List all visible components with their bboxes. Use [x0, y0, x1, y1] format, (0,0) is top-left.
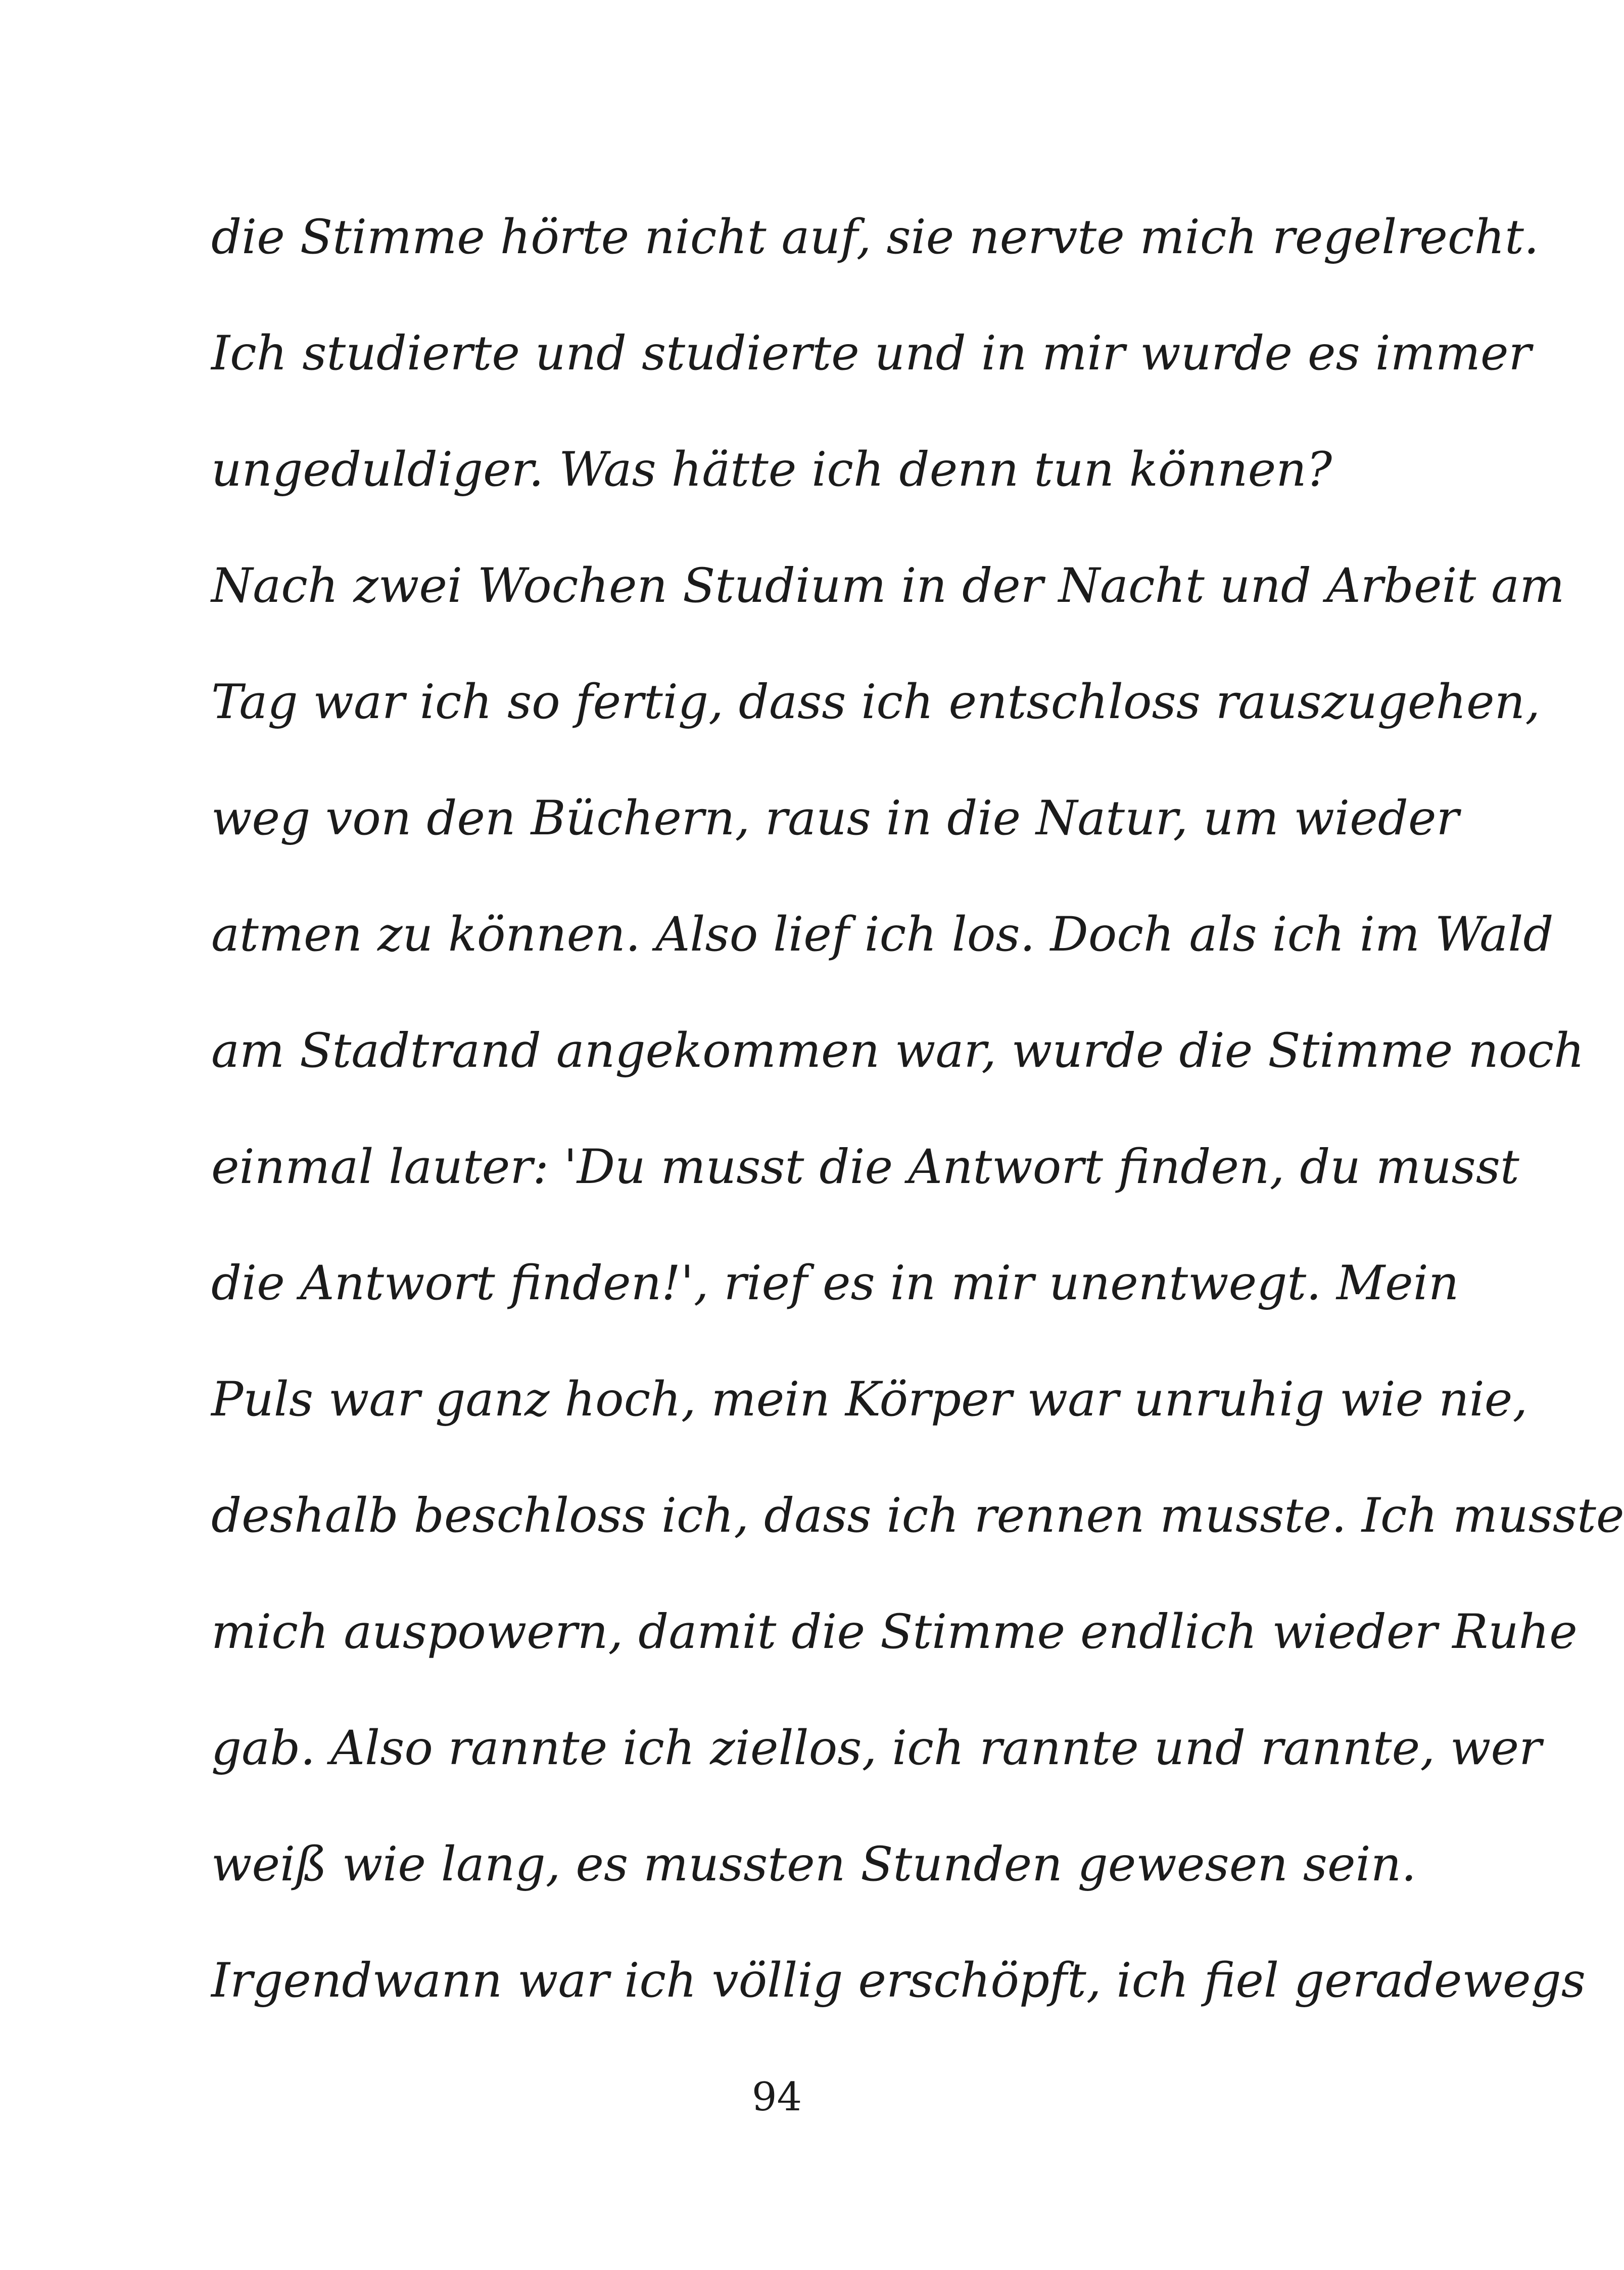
text-line-7: atmen zu können. Also lief ich los. Doch als ich im Wald	[211, 907, 1554, 962]
text-line-11: Puls war ganz hoch, mein Körper war unruhig wie nie,	[211, 1372, 1528, 1427]
text-line-1: die Stimme hörte nicht auf, sie nervte mich regelrecht.	[211, 210, 1539, 265]
text-line-4: Nach zwei Wochen Studium in der Nacht und Arbeit am	[211, 558, 1565, 613]
text-line-12: deshalb beschloss ich, dass ich rennen musste. Ich musste	[211, 1488, 1624, 1543]
text-line-14: gab. Also rannte ich ziellos, ich rannte und rannte, wer	[211, 1721, 1542, 1776]
text-line-15: weiß wie lang, es mussten Stunden gewesen sein.	[211, 1837, 1417, 1892]
text-line-8: am Stadtrand angekommen war, wurde die Stimme noch	[211, 1023, 1585, 1078]
text-line-9: einmal lauter: 'Du musst die Antwort finden, du musst	[211, 1140, 1519, 1195]
text-line-5: Tag war ich so fertig, dass ich entschloss rauszugehen,	[211, 675, 1541, 730]
page-number: 94	[751, 2074, 802, 2120]
text-line-6: weg von den Büchern, raus in die Natur, um wieder	[211, 791, 1459, 846]
text-line-16: Irgendwann war ich völlig erschöpft, ich fiel geradewegs	[211, 1953, 1586, 2008]
text-line-10: die Antwort finden!', rief es in mir unentwegt. Mein	[211, 1256, 1459, 1311]
body-text	[211, 207, 1624, 2067]
text-line-13: mich auspowern, damit die Stimme endlich wieder Ruhe	[211, 1604, 1578, 1660]
text-line-2: Ich studierte und studierte und in mir wurde es immer	[211, 326, 1532, 381]
text-line-3: ungeduldiger. Was hätte ich denn tun können?	[211, 442, 1332, 497]
